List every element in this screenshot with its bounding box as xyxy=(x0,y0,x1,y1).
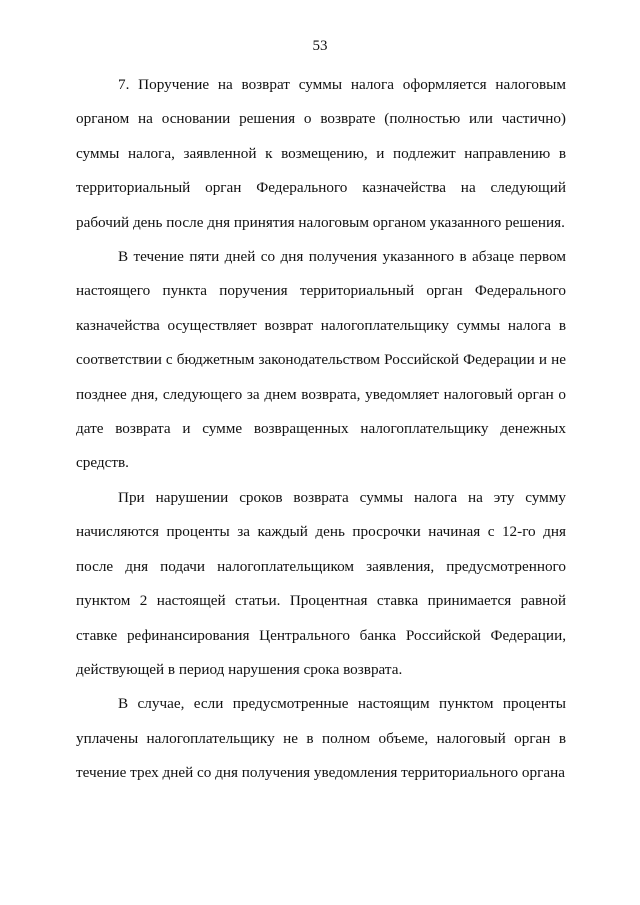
paragraph-refund-term: В течение пяти дней со дня получения указанного в абзаце первом настоящего пункта поручения территориальный орган Федерального казначейства осуществляет возврат налогоплательщику суммы налога в соответствии с бюджетным законодательством Российской Федерации и не позднее дня, следующего за днем возврата, уведомляет налоговый орган о дате возврата и сумме возвращенных налогоплательщику денежных средств. xyxy=(76,248,566,472)
paragraph-interest-underpaid: В случае, если предусмотренные настоящим пунктом проценты уплачены налогоплательщику не в полном объеме, налоговый орган в течение трех дней со дня получения уведомления территориального органа xyxy=(76,695,566,782)
paragraph-item-7: 7. Поручение на возврат суммы налога оформляется налоговым органом на основании решения о возврате (полностью или частично) суммы налога, заявленной к возмещению, и подлежит направлению в территориальный орган Федерального казначейства на следующий рабочий день после дня принятия налоговым органом указанного решения. xyxy=(76,76,566,231)
page-number: 53 xyxy=(312,38,328,54)
paragraph-interest-accrual: При нарушении сроков возврата суммы налога на эту сумму начисляются проценты за каждый день просрочки начиная с 12-го дня после дня подачи налогоплательщиком заявления, предусмотренного пунктом 2 настоящей статьи. Процентная ставка принимается равной ставке рефинансирования Центрального банка Российской Федерации, действующей в период нарушения срока возврата. xyxy=(76,488,566,678)
document-body xyxy=(76,68,566,791)
